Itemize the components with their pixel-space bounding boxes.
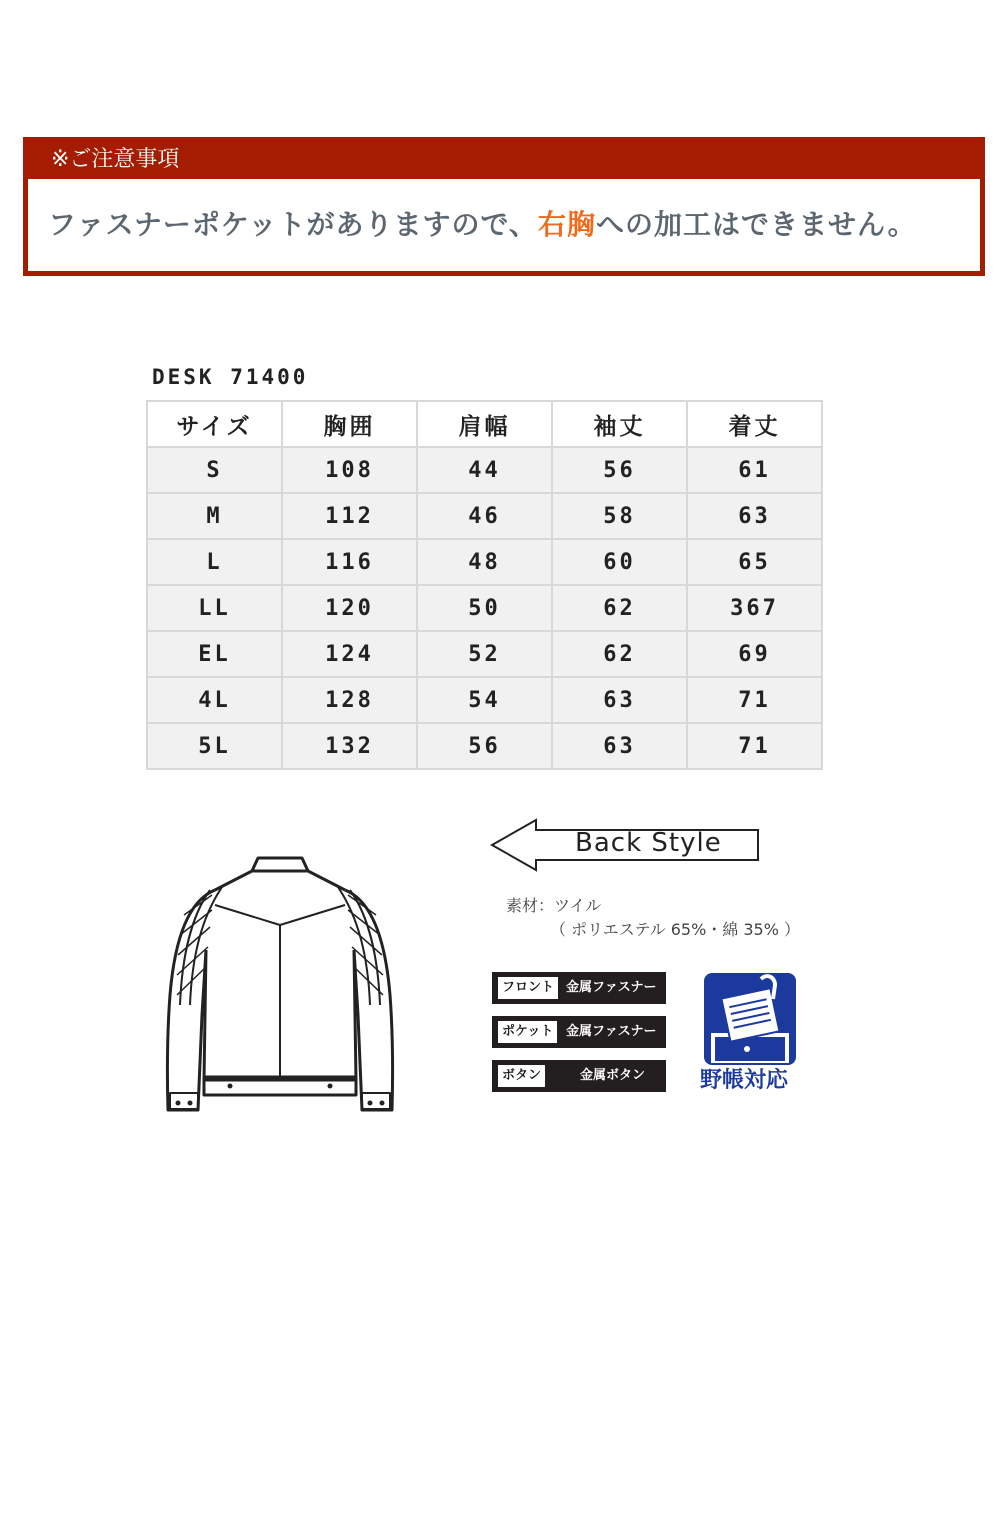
spec-button <box>492 1060 666 1092</box>
table-row <box>147 677 822 723</box>
table-cell: 4L <box>147 677 282 723</box>
table-cell: S <box>147 447 282 493</box>
table-cell: 63 <box>687 493 822 539</box>
size-table <box>146 400 823 770</box>
table-row <box>147 539 822 585</box>
table-row <box>147 723 822 769</box>
header-length: 着丈 <box>687 401 822 447</box>
spec-front-key: フロント <box>498 977 558 999</box>
spec-pocket-value: 金属ファスナー <box>566 1024 657 1039</box>
table-cell: 52 <box>417 631 552 677</box>
model-number: DESK 71400 <box>152 365 309 389</box>
table-cell: 69 <box>687 631 822 677</box>
material-line-1: 素材：ツイル <box>506 896 602 915</box>
table-cell: 56 <box>552 447 687 493</box>
spec-pocket <box>492 1016 666 1048</box>
header-chest: 胸囲 <box>282 401 417 447</box>
table-cell: LL <box>147 585 282 631</box>
table-cell: EL <box>147 631 282 677</box>
table-cell: L <box>147 539 282 585</box>
notice-text-before: ファスナーポケットがありますので、 <box>48 208 538 241</box>
table-cell: 120 <box>282 585 417 631</box>
table-cell: 367 <box>687 585 822 631</box>
table-cell: 116 <box>282 539 417 585</box>
spec-button-value: 金属ボタン <box>580 1068 646 1083</box>
table-cell: 5L <box>147 723 282 769</box>
spec-pocket-key: ポケット <box>498 1021 557 1043</box>
badge-label: 野帳対応 <box>700 1068 789 1093</box>
spec-front <box>492 972 666 1004</box>
header-shoulder: 肩幅 <box>417 401 552 447</box>
table-cell: 62 <box>552 631 687 677</box>
table-cell: 48 <box>417 539 552 585</box>
table-cell: 62 <box>552 585 687 631</box>
table-cell: M <box>147 493 282 539</box>
table-cell: 71 <box>687 677 822 723</box>
table-cell: 71 <box>687 723 822 769</box>
jacket-back-icon <box>160 855 400 1117</box>
table-cell: 56 <box>417 723 552 769</box>
table-row <box>147 493 822 539</box>
notice-body <box>28 179 980 271</box>
notice-text-after: への加工はできません。 <box>595 208 917 241</box>
notice-box <box>23 137 985 276</box>
table-cell: 124 <box>282 631 417 677</box>
table-cell: 46 <box>417 493 552 539</box>
header-sleeve: 袖丈 <box>552 401 687 447</box>
table-cell: 54 <box>417 677 552 723</box>
back-style-label: Back Style <box>575 828 722 858</box>
header-size: サイズ <box>147 401 282 447</box>
notice-text-highlight: 右胸 <box>537 208 596 241</box>
table-cell: 63 <box>552 677 687 723</box>
table-cell: 112 <box>282 493 417 539</box>
table-cell: 50 <box>417 585 552 631</box>
table-cell: 128 <box>282 677 417 723</box>
field-notebook-icon <box>703 973 797 1065</box>
table-cell: 61 <box>687 447 822 493</box>
table-cell: 44 <box>417 447 552 493</box>
table-cell: 108 <box>282 447 417 493</box>
table-cell: 63 <box>552 723 687 769</box>
table-row <box>147 631 822 677</box>
notice-title: ※ご注意事項 <box>51 147 180 172</box>
material-line-2: （ ポリエステル 65%・綿 35% ） <box>550 920 801 939</box>
table-cell: 132 <box>282 723 417 769</box>
table-cell: 65 <box>687 539 822 585</box>
table-cell: 58 <box>552 493 687 539</box>
size-table-header <box>147 401 822 447</box>
spec-button-key: ボタン <box>498 1065 545 1087</box>
table-cell: 60 <box>552 539 687 585</box>
notice-text <box>48 205 917 245</box>
table-row <box>147 585 822 631</box>
spec-front-value: 金属ファスナー <box>566 980 657 995</box>
table-row <box>147 447 822 493</box>
